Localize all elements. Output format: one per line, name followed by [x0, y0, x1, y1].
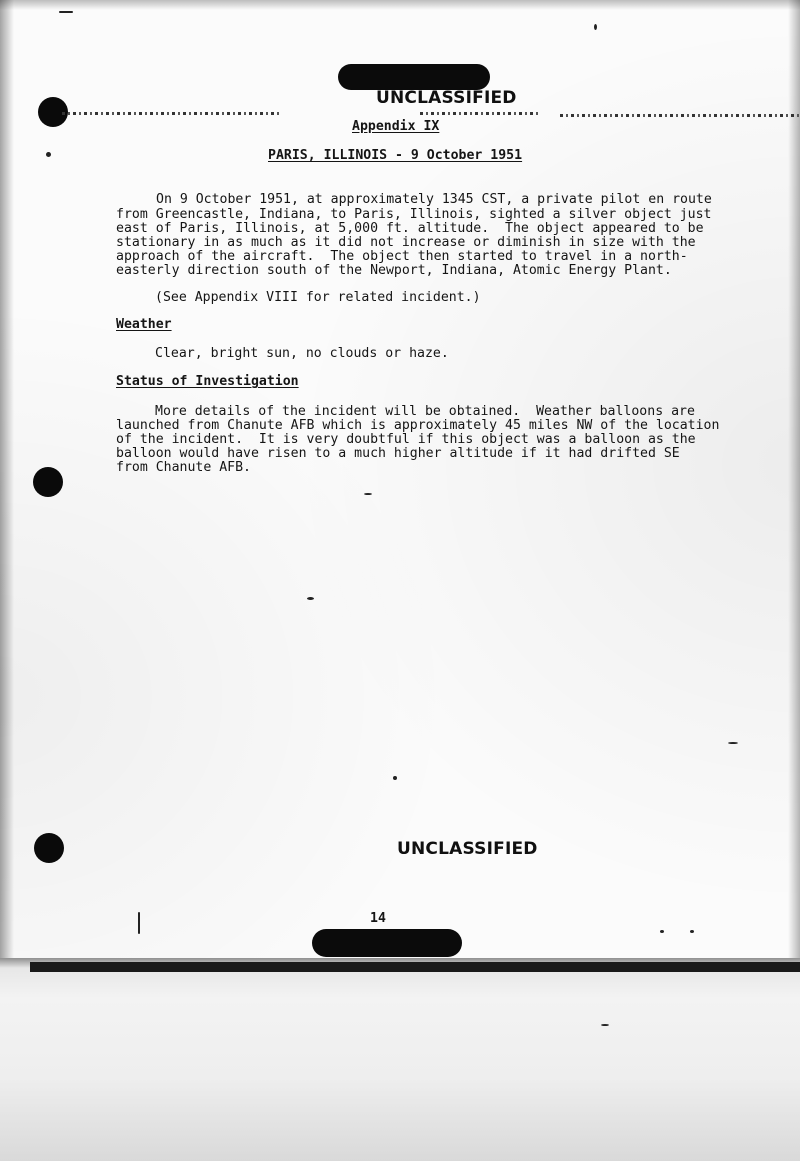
speck — [594, 24, 597, 30]
status-line: More details of the incident will be obtained. Weather balloons are — [155, 404, 695, 419]
classification-stamp-top: UNCLASSIFIED — [376, 88, 517, 108]
weather-text: Clear, bright sun, no clouds or haze. — [155, 346, 449, 361]
fold-line-left — [62, 112, 282, 115]
appendix-label: Appendix IX — [352, 119, 440, 134]
page-number: 14 — [370, 911, 386, 926]
speck — [601, 1024, 609, 1026]
status-line: launched from Chanute AFB which is approximately 45 miles NW of the location — [116, 418, 720, 433]
speck — [307, 597, 314, 600]
speck — [660, 930, 664, 933]
body-line: approach of the aircraft. The object then started to travel in a north- — [116, 249, 688, 264]
body-line: east of Paris, Illinois, at 5,000 ft. altitude. The object appeared to be — [116, 221, 704, 236]
weather-heading: Weather — [116, 317, 172, 332]
speck — [364, 493, 372, 495]
speck — [59, 11, 73, 13]
status-line: of the incident. It is very doubtful if this object was a balloon as the — [116, 432, 696, 447]
document-title: PARIS, ILLINOIS - 9 October 1951 — [268, 148, 523, 163]
see-also-note: (See Appendix VIII for related incident.) — [155, 290, 481, 305]
body-line: from Greencastle, Indiana, to Paris, Illinois, sighted a silver object just — [116, 207, 712, 222]
fold-line-center — [420, 112, 540, 115]
punch-hole-bottom — [34, 833, 64, 863]
classification-stamp-bottom: UNCLASSIFIED — [397, 839, 538, 859]
scan-bottom-bar — [30, 962, 800, 972]
body-line: stationary in as much as it did not increase or diminish in size with the — [116, 235, 696, 250]
scan-bottom-band — [0, 958, 800, 1161]
speck — [728, 742, 738, 744]
status-line: from Chanute AFB. — [116, 460, 251, 475]
punch-hole-middle — [33, 467, 63, 497]
speck — [393, 776, 397, 780]
speck — [46, 152, 51, 157]
redaction-bar-bottom — [312, 929, 462, 957]
fold-line-right — [560, 114, 800, 117]
speck — [138, 912, 140, 934]
redaction-bar-top — [338, 64, 490, 90]
status-heading: Status of Investigation — [116, 374, 299, 389]
body-line: easterly direction south of the Newport, Indiana, Atomic Energy Plant. — [116, 263, 672, 278]
scan-top-edge — [0, 0, 800, 10]
body-line: On 9 October 1951, at approximately 1345 CST, a private pilot en route — [156, 192, 712, 207]
speck — [690, 930, 694, 933]
status-line: balloon would have risen to a much higher altitude if it had drifted SE — [116, 446, 680, 461]
